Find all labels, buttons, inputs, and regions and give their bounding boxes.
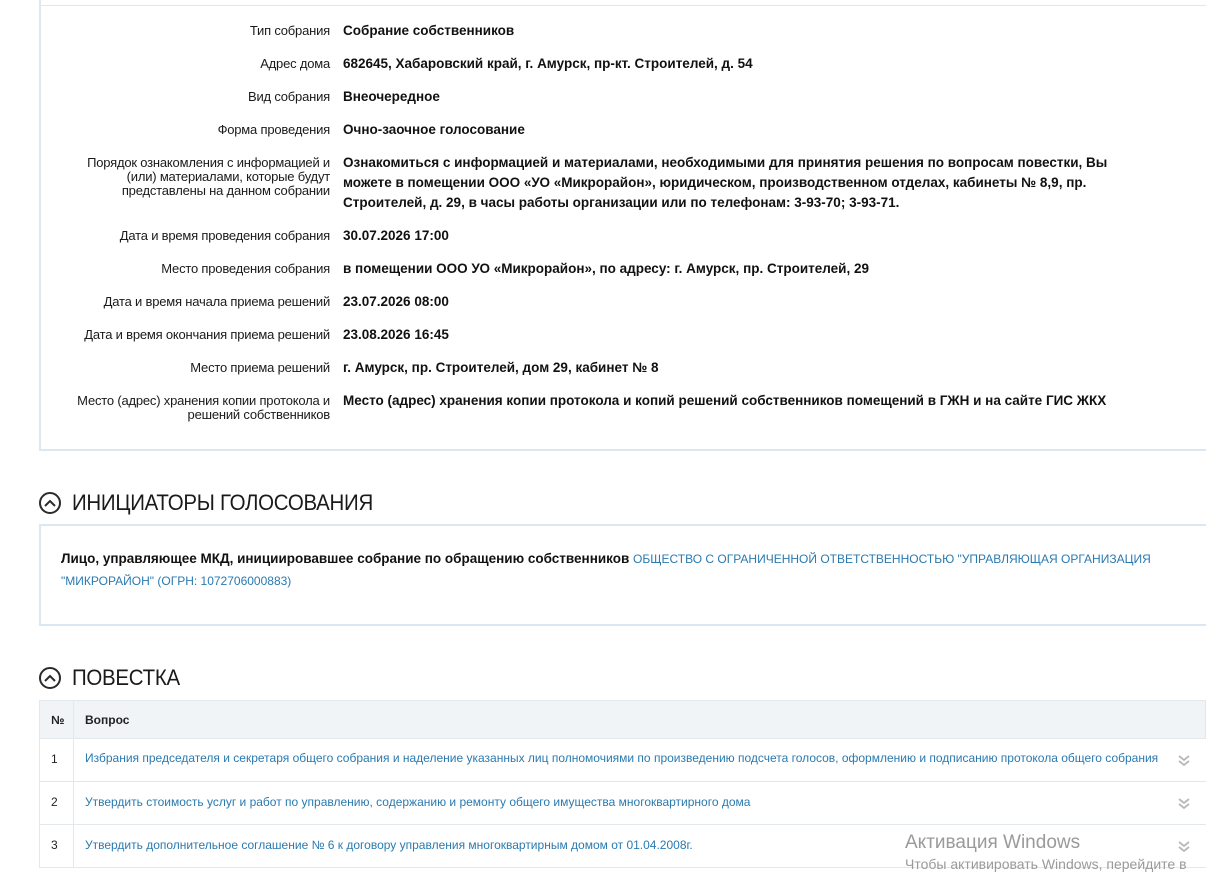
info-value: Внеочередное: [343, 89, 440, 104]
initiators-title: ИНИЦИАТОРЫ ГОЛОСОВАНИЯ: [72, 490, 373, 515]
agenda-title: ПОВЕСТКА: [72, 665, 180, 690]
info-label: Порядок ознакомления с информацией и (или) материалами, которые будут представлены на данном собрании: [87, 155, 330, 198]
info-value: 23.07.2026 08:00: [343, 294, 449, 309]
info-label: Форма проведения: [217, 122, 330, 137]
initiators-text: [61, 548, 1196, 592]
column-divider: [73, 739, 74, 781]
initiators-panel: [39, 524, 1206, 626]
agenda-row-number: 2: [51, 795, 58, 809]
info-value: 30.07.2026 17:00: [343, 228, 449, 243]
meeting-info-panel: [39, 0, 1206, 451]
double-chevron-down-icon[interactable]: [1176, 795, 1192, 811]
double-chevron-down-icon[interactable]: [1176, 752, 1192, 768]
agenda-row[interactable]: [39, 739, 1206, 782]
info-value: Собрание собственников: [343, 23, 515, 38]
initiators-section-toggle[interactable]: [39, 488, 396, 518]
info-value: в помещении ООО УО «Микрорайон», по адресу: г. Амурск, пр. Строителей, 29: [343, 261, 869, 276]
info-label: Дата и время начала приема решений: [103, 294, 330, 309]
info-label: Место (адрес) хранения копии протокола и решений собственников: [77, 393, 330, 422]
column-divider: [73, 701, 74, 738]
agenda-question-link[interactable]: Избрания председателя и секретаря общего собрания и наделение указанных лиц полномочиями по произведению подсчета голосов, оформлению и подписанию протокола общего собрания: [85, 751, 1159, 765]
chevron-up-circle-icon: [39, 492, 61, 514]
info-label: Дата и время проведения собрания: [119, 228, 330, 243]
agenda-question-link[interactable]: Утвердить стоимость услуг и работ по управлению, содержанию и ремонту общего имущества многоквартирного дома: [85, 795, 751, 809]
info-label: Место проведения собрания: [161, 261, 330, 276]
initiators-label: Лицо, управляющее МКД, инициировавшее собрание по обращению собственников: [61, 551, 630, 566]
column-header-question: Вопрос: [85, 713, 130, 727]
agenda-row-number: 3: [51, 838, 58, 852]
agenda-row[interactable]: [39, 782, 1206, 825]
info-label: Вид собрания: [248, 89, 330, 104]
info-label: Место приема решений: [190, 360, 330, 375]
info-value: Очно-заочное голосование: [343, 122, 525, 137]
agenda-row-number: 1: [51, 752, 58, 766]
info-value: Место (адрес) хранения копии протокола и копий решений собственников помещений в ГЖН и на сайте ГИС ЖКХ: [343, 393, 1107, 408]
info-value: 682645, Хабаровский край, г. Амурск, пр-кт. Строителей, д. 54: [343, 56, 753, 71]
double-chevron-down-icon[interactable]: [1176, 838, 1192, 854]
column-divider: [73, 825, 74, 867]
info-value: 23.08.2026 16:45: [343, 327, 449, 342]
agenda-table-header: [39, 700, 1206, 739]
info-value: Ознакомиться с информацией и материалами, необходимыми для принятия решения по вопросам повестки, Вы можете в помещении ООО «УО «Микрорайон», юридическом, производственном отделах, кабинеты № 8,9, пр. Строителей, д. 29, в часы работы организации или по телефонам: 3-93-70; 3-93-71.: [343, 155, 1108, 210]
info-label: Дата и время окончания приема решений: [84, 327, 330, 342]
initiator-organization-link[interactable]: ОБЩЕСТВО С ОГРАНИЧЕННОЙ ОТВЕТСТВЕННОСТЬЮ "УПРАВЛЯЮЩАЯ ОРГАНИЗАЦИЯ "МИКРОРАЙОН" (ОГРН: 1072706000883): [61, 552, 1151, 588]
watermark-subtitle: Чтобы активировать Windows, перейдите в: [905, 856, 1187, 872]
agenda-row[interactable]: [39, 825, 1206, 868]
column-header-number: №: [51, 713, 65, 727]
column-divider: [73, 782, 74, 824]
watermark-title: Активация Windows: [905, 832, 1081, 853]
info-label: Адрес дома: [260, 56, 330, 71]
chevron-up-circle-icon: [39, 667, 61, 689]
info-label: Тип собрания: [249, 23, 330, 38]
agenda-section-toggle[interactable]: [39, 663, 188, 693]
info-value: г. Амурск, пр. Строителей, дом 29, кабинет № 8: [343, 360, 659, 375]
agenda-question-link[interactable]: Утвердить дополнительное соглашение № 6 к договору управления многоквартирным домом от 01.04.2008г.: [85, 838, 693, 852]
